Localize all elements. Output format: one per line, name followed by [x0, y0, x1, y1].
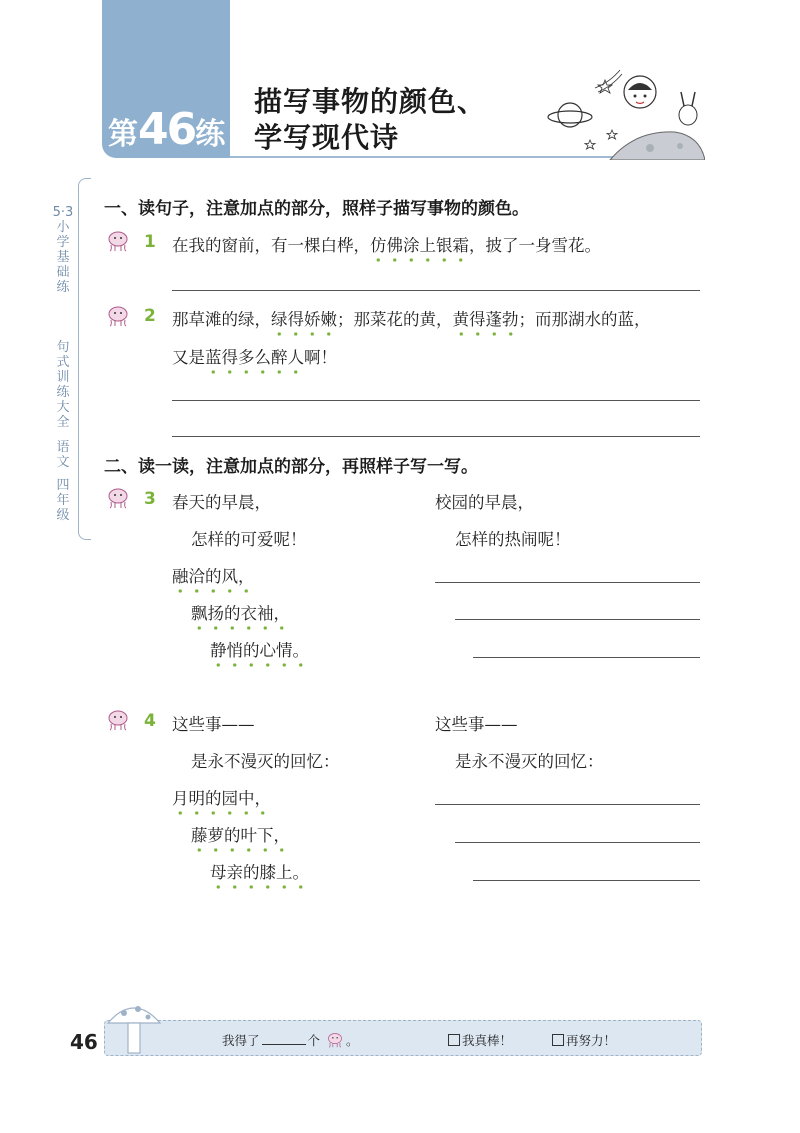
page-number: 46	[70, 1030, 98, 1054]
checkbox-try-again[interactable]	[552, 1034, 564, 1046]
q4-left-line3	[172, 785, 271, 809]
lesson-suffix: 练	[195, 117, 226, 152]
side-subject: 语文	[56, 440, 70, 470]
q2-emphasis-2: 黄得蓬勃	[453, 310, 519, 337]
page-title-line2: 学写现代诗	[254, 121, 400, 154]
side-series: 5·3小学基础练	[52, 205, 74, 295]
score-prefix: 我得了	[222, 1033, 260, 1048]
q4-left-line4	[191, 822, 290, 846]
q4-emphasis-2: 藤萝的叶下，	[191, 826, 290, 853]
question-number-1: 1	[144, 232, 156, 252]
jellyfish-icon	[324, 1032, 346, 1048]
answer-line-q4-c[interactable]	[473, 880, 700, 881]
q4-left-line5	[210, 859, 309, 883]
lesson-prefix: 第	[108, 117, 138, 152]
lesson-number	[108, 104, 225, 155]
q4-emphasis-3: 母亲的膝上。	[210, 863, 309, 890]
q2-part-a: 那草滩的绿，	[172, 310, 271, 329]
q3-left-line1: 春天的早晨，	[172, 493, 271, 512]
q3-left-line5	[210, 637, 309, 661]
q2-part-e: 啊！	[304, 348, 337, 367]
space-illustration	[540, 60, 705, 160]
answer-line-q2-a[interactable]	[172, 400, 700, 401]
checkbox-great[interactable]	[448, 1034, 460, 1046]
q1-part-a: 在我的窗前，有一棵白桦，	[172, 236, 370, 255]
question-number-4: 4	[144, 711, 156, 731]
option-great-label: 我真棒！	[462, 1033, 513, 1048]
q3-emphasis-2: 飘扬的衣袖，	[191, 604, 290, 631]
answer-line-q4-b[interactable]	[455, 842, 700, 843]
q3-left-line4	[191, 600, 290, 624]
side-grade: 四年级	[56, 478, 70, 523]
side-book: 句式训练大全	[56, 340, 70, 430]
answer-line-q4-a[interactable]	[435, 804, 700, 805]
q3-emphasis-3: 静悄的心情。	[210, 641, 309, 668]
q2-emphasis-1: 绿得娇嫩	[271, 310, 337, 337]
option-great[interactable]	[448, 1031, 512, 1049]
section1-title: 一、读句子，注意加点的部分，照样子描写事物的颜色。	[104, 199, 529, 219]
q2-emphasis-3: 蓝得多么醉人	[205, 348, 304, 375]
option-try-again[interactable]	[552, 1031, 616, 1049]
jellyfish-icon	[104, 709, 132, 731]
score-unit: 个	[307, 1033, 321, 1048]
jellyfish-icon	[104, 230, 132, 252]
answer-line-q3-a[interactable]	[435, 582, 700, 583]
q1-emphasis: 仿佛涂上银霜	[370, 236, 469, 263]
lesson-number-value: 46	[138, 104, 196, 155]
jellyfish-icon	[104, 487, 132, 509]
question-number-2: 2	[144, 306, 156, 326]
q1-part-b: ，披了一身雪花。	[469, 236, 601, 255]
side-bracket	[78, 178, 91, 540]
q3-right-line2: 怎样的热闹呢！	[455, 530, 571, 549]
q4-left-line1: 这些事——	[172, 715, 255, 734]
answer-line-q3-b[interactable]	[455, 619, 700, 620]
answer-line-q3-c[interactable]	[473, 657, 700, 658]
q2-sentence-line1	[172, 306, 651, 330]
q4-right-line2: 是永不漫灭的回忆：	[455, 752, 604, 771]
answer-line-q1[interactable]	[172, 290, 700, 291]
score-end: 。	[346, 1033, 359, 1048]
q2-part-c: ；而那湖水的蓝，	[518, 310, 651, 329]
q3-right-line1: 校园的早晨，	[435, 493, 534, 512]
q3-emphasis-1: 融洽的风，	[172, 567, 255, 594]
jellyfish-icon	[104, 305, 132, 327]
mushroom-icon	[104, 995, 164, 1055]
q2-sentence-line2	[172, 344, 337, 368]
q4-left-line2: 是永不漫灭的回忆：	[191, 752, 340, 771]
page-title-line1: 描写事物的颜色、	[254, 85, 487, 118]
score-blank[interactable]	[262, 1032, 306, 1045]
score-text	[222, 1031, 359, 1049]
q4-emphasis-1: 月明的园中，	[172, 789, 271, 816]
section2-title: 二、读一读，注意加点的部分，再照样子写一写。	[104, 457, 478, 477]
q3-left-line3	[172, 563, 255, 587]
option-try-again-label: 再努力！	[566, 1033, 617, 1048]
answer-line-q2-b[interactable]	[172, 436, 700, 437]
q3-left-line2: 怎样的可爱呢！	[191, 530, 307, 549]
question-number-3: 3	[144, 489, 156, 509]
q2-part-d: 又是	[172, 348, 205, 367]
q1-sentence	[172, 232, 601, 256]
q2-part-b: ；那菜花的黄，	[337, 310, 453, 329]
q4-right-line1: 这些事——	[435, 715, 518, 734]
